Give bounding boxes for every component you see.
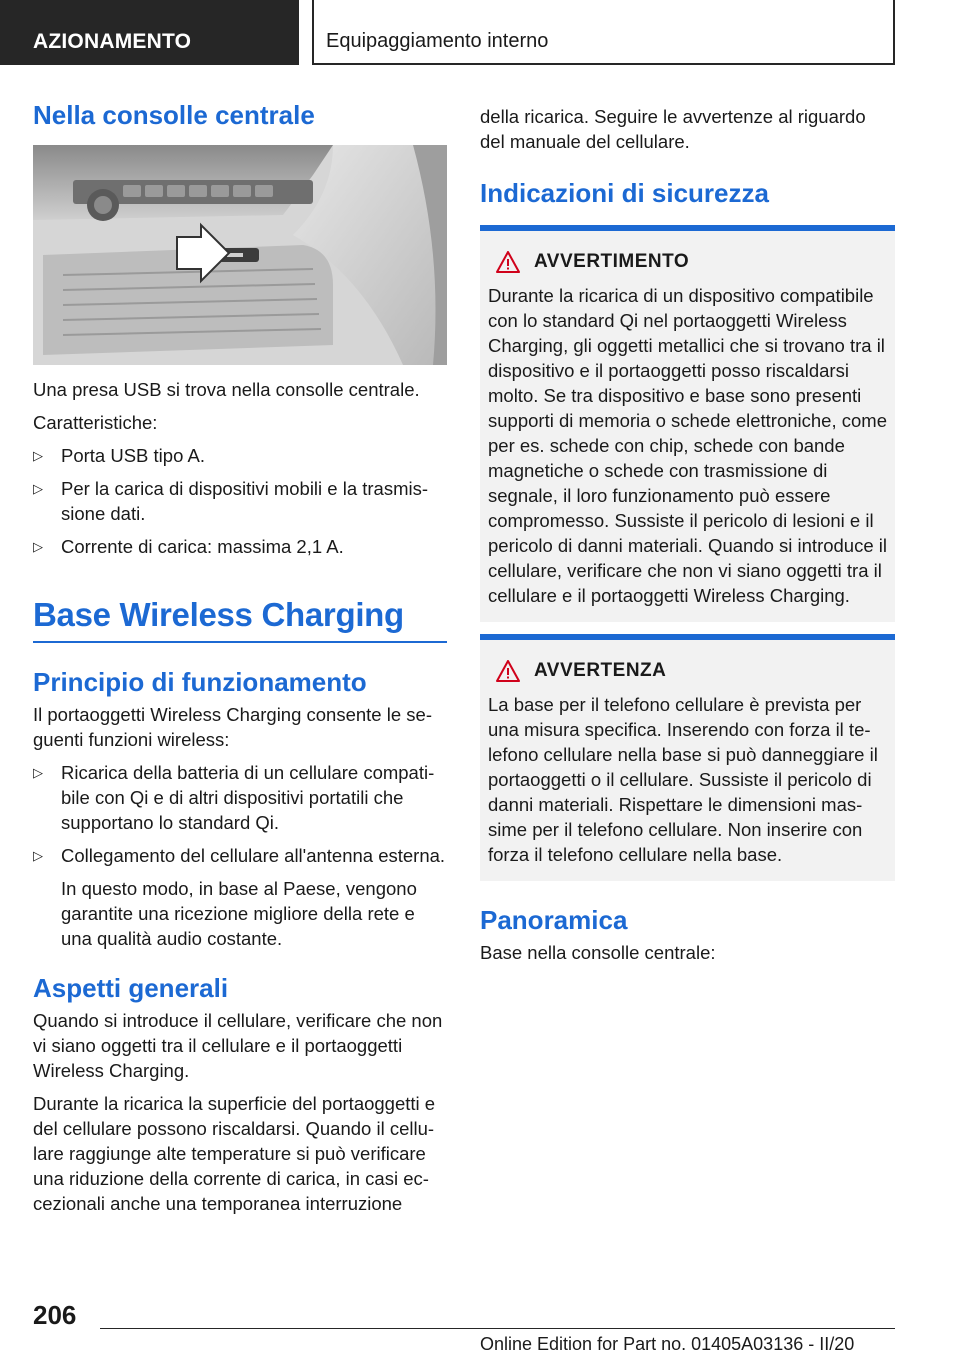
footer-rule	[100, 1328, 895, 1329]
left-column	[33, 100, 447, 1216]
warning-triangle-icon	[496, 251, 520, 273]
overview-text: Base nella consolle centrale:	[480, 942, 716, 964]
bullet-triangle-icon: ▷	[33, 764, 43, 780]
bullet-triangle-icon: ▷	[33, 481, 43, 497]
bullet-triangle-icon: ▷	[33, 847, 43, 863]
features-label: Caratteristiche:	[33, 412, 158, 434]
warning-box-1	[480, 225, 895, 622]
header-section-tab	[0, 0, 299, 65]
heading-console: Nella consolle centrale	[33, 100, 315, 130]
footer-edition: Online Edition for Part no. 01405A03136 - II/20	[480, 1334, 855, 1354]
usb-location-text: Una presa USB si trova nella consolle centrale.	[33, 379, 420, 401]
console-illustration	[33, 145, 447, 365]
list-item: ▷ Corrente di carica: massima 2,1 A.	[33, 536, 344, 558]
general-text-2: Durante la ricarica la superficie del portaoggetti e del cellulare possono riscaldarsi. Quando il cellu-lare raggiunge alte temperature si può verificare una riduzione della corrente di carica, in casi ec-cezionali anche una temporanea interruzione	[33, 1093, 436, 1215]
warning-header	[496, 251, 887, 273]
general-text-1: Quando si introduce il cellulare, verificare che non vi siano oggetti tra il cellulare e il portaoggetti Wireless Charging.	[33, 1010, 443, 1082]
header-section-label: AZIONAMENTO	[33, 30, 192, 53]
heading-principle: Principio di funzionamento	[33, 666, 367, 697]
continued-text: della ricarica. Seguire le avvertenze al riguardo del manuale del cellulare.	[480, 106, 866, 152]
list-item: ▷ Porta USB tipo A.	[33, 445, 205, 467]
warning-box-2	[480, 634, 895, 881]
function-note: In questo modo, in base al Paese, vengono garantite una ricezione migliore della rete e una qualità audio costante.	[61, 877, 417, 949]
list-item: ▷ Per la carica di dispositivi mobili e la trasmis-sione dati.	[33, 478, 429, 525]
bullet-triangle-icon: ▷	[33, 448, 43, 464]
principle-text: Il portaoggetti Wireless Charging consente le se-guenti funzioni wireless:	[33, 703, 432, 750]
warning-body: Durante la ricarica di un dispositivo compatibile con lo standard Qi nel portaoggetti Wireless Charging, gli oggetti metallici che si trovano tra il dispositivo e il portaoggetti posso riscaldarsi molto. Se tra dispositivo e base sono presenti supporti di memoria o schede elettroniche, come per es. schede con chip, schede con bande magnetiche o schede con trasmissione di segnale, il loro funzionamento può essere compromesso. Sussiste il pericolo di lesioni e il pericolo di danni materiali. Quando si introduce il cellulare, verificare che non vi siano oggetti tra il cellulare e il portaoggetti Wireless Charging.	[488, 285, 887, 607]
header-chapter-box	[312, 0, 895, 65]
bullet-triangle-icon: ▷	[33, 539, 43, 555]
warning-title: AVVERTIMENTO	[534, 251, 690, 273]
heading-general: Aspetti generali	[33, 972, 229, 1003]
heading-overview: Panoramica	[480, 905, 628, 936]
page-number: 206	[33, 1300, 77, 1330]
heading-rule	[33, 641, 447, 643]
usb-console-photo	[33, 145, 447, 365]
warning-triangle-icon	[496, 660, 520, 682]
list-item: ▷ Collegamento del cellulare all'antenna esterna. In questo modo, in base al Paese, vengono garantite una ricezione migliore della rete e una qualità audio costante.	[33, 844, 446, 949]
header-chapter-label: Equipaggiamento interno	[326, 30, 549, 52]
heading-safety: Indicazioni di sicurezza	[480, 178, 769, 208]
functions-list	[33, 760, 447, 951]
warning-body: La base per il telefono cellulare è prevista per una misura specifica. Inserendo con forza il te-lefono cellulare nella base si può danneggiare il portaoggetti o il cellulare. Sussiste il pericolo di danni materiali. Rispettare le dimensioni mas-sime per il telefono cellulare. Non inserire con forza il telefono cellulare nella base.	[488, 694, 878, 866]
warning-title: AVVERTENZA	[534, 660, 667, 682]
features-list	[33, 443, 447, 559]
list-item: ▷ Ricarica della batteria di un cellulare compati-bile con Qi e di altri dispositivi portatili che supportano lo standard Qi.	[33, 761, 435, 833]
heading-wireless-charging: Base Wireless Charging	[33, 596, 404, 634]
warning-header	[496, 660, 887, 682]
right-column	[480, 100, 895, 965]
